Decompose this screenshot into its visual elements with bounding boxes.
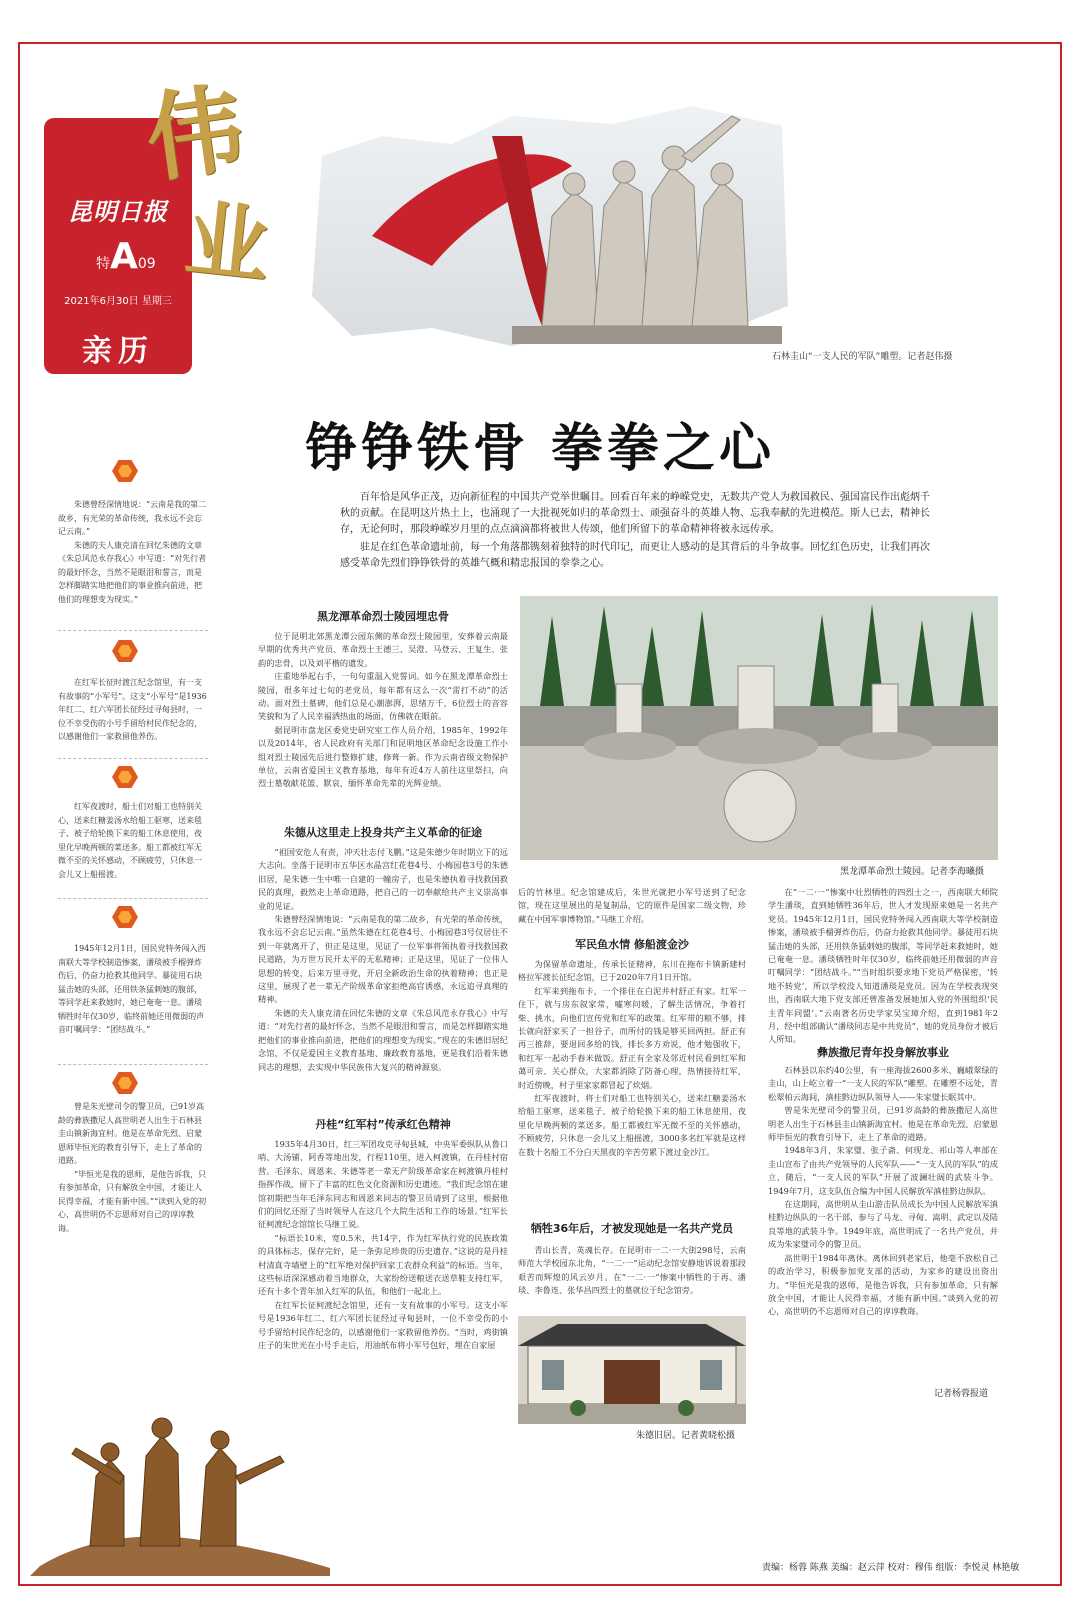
paragraph: 庄重地举起右手，一句句重温入党誓词。如今在黑龙潭革命烈士陵园，很多年过七旬的老党员，每年都有这么一次“雷打不动”的活动。面对烈士墓碑，他们总是心潮澎湃，思绪万千，6位烈士的音容笑貌和为了人民幸福洒热血的场面，仿佛就在眼前。 — [258, 671, 508, 722]
paragraph: 高世明于1984年离休。离休回到老家后，他毫不放松自己的政治学习，积极参加党支部的活动，为家乡的建设出资出力。“毕恒光是我的恩师，是他告诉我，只有参加革命，只有解放全中国，才能让人民得幸福，才能有新中国。”谈到入党的初心，高世明仍不忘恩师对自己的谆谆教诲。 — [768, 1252, 998, 1317]
section-category: 亲历 — [82, 334, 154, 369]
sidebar-quote-5 — [58, 1100, 208, 1235]
sidebar-quote-4 — [58, 942, 208, 1037]
zhude-caption: 朱德旧居。记者黄晓松摄 — [636, 1431, 736, 1441]
paragraph: 在红军长征柯渡纪念馆里，还有一支有故事的小军号。这支小军号是1936年红二、红六军团长征经过寻甸县时，一位不幸受伤的小号手留给村民作纪念的，以感谢他们一家救留他养伤。“当时，鸡街镇庄子的朱世光在小号手走后，用油纸布将小军号包好，埋在自家屋 — [258, 1299, 508, 1351]
section-code-prefix: 特 — [96, 256, 110, 272]
paper-name: 昆明日报 — [68, 197, 168, 226]
bronze-statue-image — [30, 1336, 330, 1576]
paragraph: 为保留革命遗址，传承长征精神，东川在拖布卡镇新建村格拉军渡长征纪念馆，已于2020年7月1日开馆。 — [518, 959, 746, 983]
paragraph: “标语长10米，宽0.5米，共14字，作为红军执行党的民族政策的具体标志，保存完好，是一条弥足珍贵的历史遗存。”这说的是丹桂村清真寺墙壁上的“红军绝对保护回家工农群众利益”的标语。当年，这些标语深深感动着当地群众，大家纷纷送粮送衣送草鞋支持红军，还有十多个青年加入红军的队伍，和他们一起北上。 — [258, 1232, 508, 1297]
editorial-credits: 责编：杨蓉 陈燕 美编：赵云萍 校对：穆伟 组版：李悦灵 林艳敏 — [762, 1563, 1020, 1573]
zhude-residence-photo — [518, 1316, 746, 1424]
section-code — [96, 236, 156, 277]
paragraph: “祖国安危人有责，冲天壮志付飞鹏。”这是朱德少年时期立下的远大志向。坐落于昆明市五华区水晶宫红花巷4号、小梅园巷3号的朱德旧居，是朱德一生中唯一自建的一幢房子，也是朱德执着寻找救国救民的真理，毅然走上革命道路，把自己的一切奉献给共产主义崇高事业的见证。 — [258, 847, 508, 911]
divider — [58, 630, 208, 631]
sidebar-text: 朱德的夫人康克清在回忆朱德的文章《朱总风范永存我心》中写道：“对先行者的最好怀念，当然不是眼泪和誓言，而是怎样脚踏实地把他们的事业推向前进，把他们的理想变为现实。” — [58, 540, 207, 604]
cemetery-caption: 黑龙潭革命烈士陵园。记者李海曦摄 — [840, 867, 985, 877]
section-code-letter: A — [110, 236, 138, 277]
section-title-jinsha: 军民鱼水情 修船渡金沙 — [575, 938, 689, 951]
paragraph: 朱德曾经深情地说：“云南是我的第二故乡，有光荣的革命传统，我永远不会忘记云南。”虽然朱德在红花巷4号、小梅园巷3号仅居住不到一年就离开了，但正是这里，见证了一位军事将领执着寻找救国救民道路，为万世万民开太平的无私精神；正是这里，见证了一位伟人思想的转变，后来万里寻党，开启全新政治生命的执着精神；也正是这里，展现了老一辈无产阶级革命家拒绝高官诱惑，永远追寻真理的精神。 — [258, 914, 508, 1005]
sidebar-quote-2 — [58, 676, 208, 744]
article-jinsha — [518, 958, 746, 1159]
sculpture-photo — [312, 96, 792, 350]
section-title-panyan: 牺牲36年后，才被发现她是一名共产党员 — [530, 1222, 734, 1235]
calligraphy-wei: 伟 — [139, 70, 251, 197]
sculpture-caption: 石林圭山“一支人民的军队”雕塑。记者赵伟摄 — [772, 352, 953, 362]
paragraph: 据昆明市盘龙区委党史研究室工作人员介绍，1985年、1992年以及2014年，省人民政府有关部门和昆明地区革命纪念设施工作小组对烈士陵园先后进行整修扩建，修葺一新。作为云南省级文物保护单位，云南省爱国主义教育基地，每年有近4万人前往这里祭扫，向烈士墓敬献花篮、默哀，缅怀革命先辈的光辉业绩。 — [258, 724, 508, 789]
divider — [58, 758, 208, 759]
issue-date: 2021年6月30日 星期三 — [64, 296, 172, 307]
sidebar-text: 红军夜渡时，船士们对船工也特别关心，送来红糖姜汤水给船工驱寒，送来毯子、被子给轮换下来的船工休息使用，夜里化早晚两顿的菜送多。船工都被红军无微不至的关怀感动，不顾疲劳，只休息一会儿又上船摇渡。 — [58, 802, 202, 879]
calligraphy-ye: 业 — [180, 188, 275, 297]
sidebar-text: 1945年12月1日，国民党特务闯入西南联大等学校制造惨案，潘琰被手榴弹炸伤后，仍奋力抢救其他同学。暴徒用石块猛击她的头部，还用铁条猛刺她的腹部，等同学赶来救她时，她已奄奄一息。潘琰牺牲时年仅30岁，临终前她还用微弱的声音叮嘱同学：“团结战斗。” — [58, 944, 206, 1034]
paragraph: 后的竹林里。纪念馆建成后，朱世光就把小军号送到了纪念馆，现在这里展出的是复制品，它的原件是国家二级文物，珍藏在中国军事博物馆。”马继工介绍。 — [518, 887, 746, 924]
cemetery-photo — [520, 596, 998, 860]
paragraph: 位于昆明北郊黑龙潭公园东侧的革命烈士陵园里，安葬着云南最早期的优秀共产党员、革命烈士王德三、吴澄、马登云、王复生、张韵的忠骨，以及刘平楷的遗发。 — [258, 631, 508, 668]
sidebar-text: 朱德曾经深情地说：“云南是我的第二故乡，有光荣的革命传统，我永远不会忘记云南。” — [58, 500, 207, 536]
intro-paragraph: 驻足在红色革命遗址前，每一个角落都镌刻着独特的时代印记，而更让人感动的是其背后的斗争故事。回忆红色历史，让我们再次感受革命先烈们铮铮铁骨的英雄气概和精忠报国的拳拳之心。 — [340, 542, 930, 569]
intro-lead — [340, 490, 936, 574]
paragraph: 在这期间，高世明从圭山游击队员成长为中国人民解放军滇桂黔边纵队的一名干部，参与了马龙、寻甸、嵩明、武定以及陆良等地的武装斗争。1949年底，高世明成了一名共产党员，并成为朱家璧司令的警卫员。 — [768, 1199, 998, 1250]
paragraph: 朱德的夫人康克清在回忆朱德的文章《朱总风范永存我心》中写道：“对先行者的最好怀念，当然不是眼泪和誓言，而是怎样脚踏实地把他们的事业推向前进，把他们的理想变为现实。”现在的朱德旧居纪念馆，不仅是爱国主义教育基地、廉政教育基地，更是我们沿着朱德同志的理想，去实现中华民族伟大复兴的精神源泉。 — [258, 1007, 508, 1072]
article-cemetery — [258, 630, 508, 791]
paragraph: 在“一二·一”惨案中壮烈牺牲的四烈士之一，西南联大师院学生潘琰，直到她牺牲36年后，世人才发现原来她是一名共产党员。1945年12月1日，国民党特务闯入西南联大等学校制造惨案，潘琰被手榴弹炸伤后，仍奋力抢救其他同学。暴徒用石块猛击她的头部，还用铁条猛刺她的腹部，等同学赶来救她时，她已奄奄一息。潘琰牺牲时年仅30岁，临终前她还用微弱的声音叮嘱同学：“团结战斗。”“当时组织要求地下党员严格保密，‘转地不转党’，所以学校没人知道潘琰是党员。因为在学校表现突出，西南联大地下党支部还曾准备发展她加入党的外围组织‘民主青年同盟’。”云南著名历史学家吴宝璋介绍，直到1981年2月，经中组部确认“潘琰同志是中共党员”，她的党员身份才被后人所知。 — [768, 887, 998, 1045]
sidebar-quote-3 — [58, 800, 208, 881]
paragraph: 曾是朱光壁司令的警卫员，已91岁高龄的彝族撒尼人高世明老人出生于石林县圭山镇新海宜村。他是在革命先烈、启蒙恩师毕恒光的教育引导下，走上了革命的道路。 — [768, 1105, 998, 1143]
article-dangui-cont — [518, 886, 746, 926]
section-title-dangui: 丹桂“红军村”传承红色精神 — [315, 1118, 451, 1131]
divider — [58, 1064, 208, 1065]
section-title-zhude: 朱德从这里走上投身共产主义革命的征途 — [284, 826, 482, 839]
section-title-gaoshiming: 彝族撒尼青年投身解放事业 — [817, 1046, 949, 1059]
page-number: 09 — [137, 256, 156, 272]
paragraph: 青山长青，英魂长存。在昆明市一二·一大街298号，云南师范大学校园东北角，“一二·一”运动纪念馆安静地诉说着那段艰苦而辉煌的风云岁月。在“一二·一”惨案中牺牲的于再、潘琰、李鲁连、张华昌四烈士的墓就位于纪念馆旁。 — [518, 1245, 746, 1296]
paragraph: 红军夜渡时，将士们对船工也特别关心，送来红糖姜汤水给船工驱寒，送来毯子、被子给轮换下来的船工休息使用，夜里化早晚两顿的菜送多。船工都被红军无微不至的关怀感动，不顾疲劳，只休息一会儿又上船摇渡，3000多名红军就是这样在数十名船工不分白天黑夜的辛苦劳累下渡过金沙江。 — [518, 1093, 746, 1157]
section-title-cemetery: 黑龙潭革命烈士陵园埋忠骨 — [317, 610, 449, 623]
sidebar-text: 曾是朱光壁司令的警卫员，已91岁高龄的彝族撒尼人高世明老人出生于石林县圭山镇新海宜村。他是在革命先烈、启蒙恩师毕恒光的教育引导下，走上了革命的道路。 — [58, 1102, 205, 1165]
sidebar-text: “毕恒光是我的恩师，是他告诉我，只有参加革命，只有解放全中国，才能让人民得幸福，才能有新中国。”“读到入党的初心，高世明仍不忘恩师对自己的谆谆教诲。 — [58, 1169, 207, 1233]
paragraph: 石林县以东约40公里，有一座海拔2600多米、巍峨翠绿的圭山，山上屹立着一“一支人民的军队”雕塑。在雕塑不远处，青松翠柏云海间，滇桂黔边纵队领导人——朱家璧长眠其中。 — [768, 1065, 998, 1102]
main-headline: 铮铮铁骨 拳拳之心 — [304, 419, 776, 479]
paragraph: 红军来到拖布卡，一个排住在白泥井村舒正有家。红军一住下，就与房东叙家常，嘘寒问暖，了解生活情况，争着打柴、挑水，向他们宣传党和红军的政策。红军带的粮不够，排长就向舒家买了一担谷子，而所付的钱是够买回两担。舒正有再三推辞，要退回多给的钱，排长多方劝说，他才勉强收下，和红军一起动手舂米做饭。舒正有全家及邻近村民看到红军和蔼可亲、关心群众，大家都消除了防备心理，热情接待红军，时近傍晚，村子里家家都冒起了炊烟。 — [518, 985, 746, 1090]
article-panyan-cont — [768, 886, 998, 1047]
paragraph: 1935年4月30日，红三军团攻克寻甸县城，中央军委纵队从鲁口哨、大汤铺、阿香等地出发，行程110里，进入柯渡镇，在丹桂村宿营。毛泽东、周恩来、朱德等老一辈无产阶级革命家在柯渡镇丹桂村指挥作战，留下了丰富的红色文化资源和历史遗迹。“我们纪念馆在建馆初期把当年毛泽东同志和周恩来同志的警卫员请到了这里，根据他们的回忆还原了当时领导人在这几个大院生活和工作的场景。”红军长征柯渡纪念馆馆长马继工说。 — [258, 1139, 508, 1230]
article-zhude — [258, 846, 508, 1074]
intro-paragraph: 百年恰是风华正茂，迈向新征程的中国共产党举世瞩目。回看百年来的峥嵘党史，无数共产党人为救国救民、强国富民作出彪炳千秋的贡献。在昆明这片热土上，也涌现了一大批视死如归的革命烈士、顽强奋斗的英雄人物、忘我奉献的先进模范。斯人已去，精神长存，无论何时，那段峥嵘岁月里的点点滴滴都将被世人传颂，他们所留下的革命精神将被永远传承。 — [340, 492, 930, 535]
article-panyan — [518, 1244, 746, 1298]
article-gaoshiming — [768, 1064, 998, 1319]
byline: 记者杨蓉报道 — [934, 1389, 989, 1399]
divider — [58, 898, 208, 899]
sidebar-text: 在红军长征时渡江纪念馆里，有一支有故事的“小军号”。这支“小军号”是1936年红二、红六军团长征经过寻甸县时，一位不幸受伤的小号手留给村民作纪念的，以感谢他们一家救留他养伤。 — [58, 678, 207, 741]
sidebar-quote-1 — [58, 498, 208, 606]
paragraph: 1948年3月，朱家璧、张子斋、何现龙、祁山等人率部在圭山宣布了由共产党领导的人民军队——“一支人民的军队”的成立，随后，“一支人民的军队”开展了波澜壮阔的武装斗争。1949年7月，这支队伍合编为中国人民解放军滇桂黔边纵队。 — [768, 1145, 998, 1196]
